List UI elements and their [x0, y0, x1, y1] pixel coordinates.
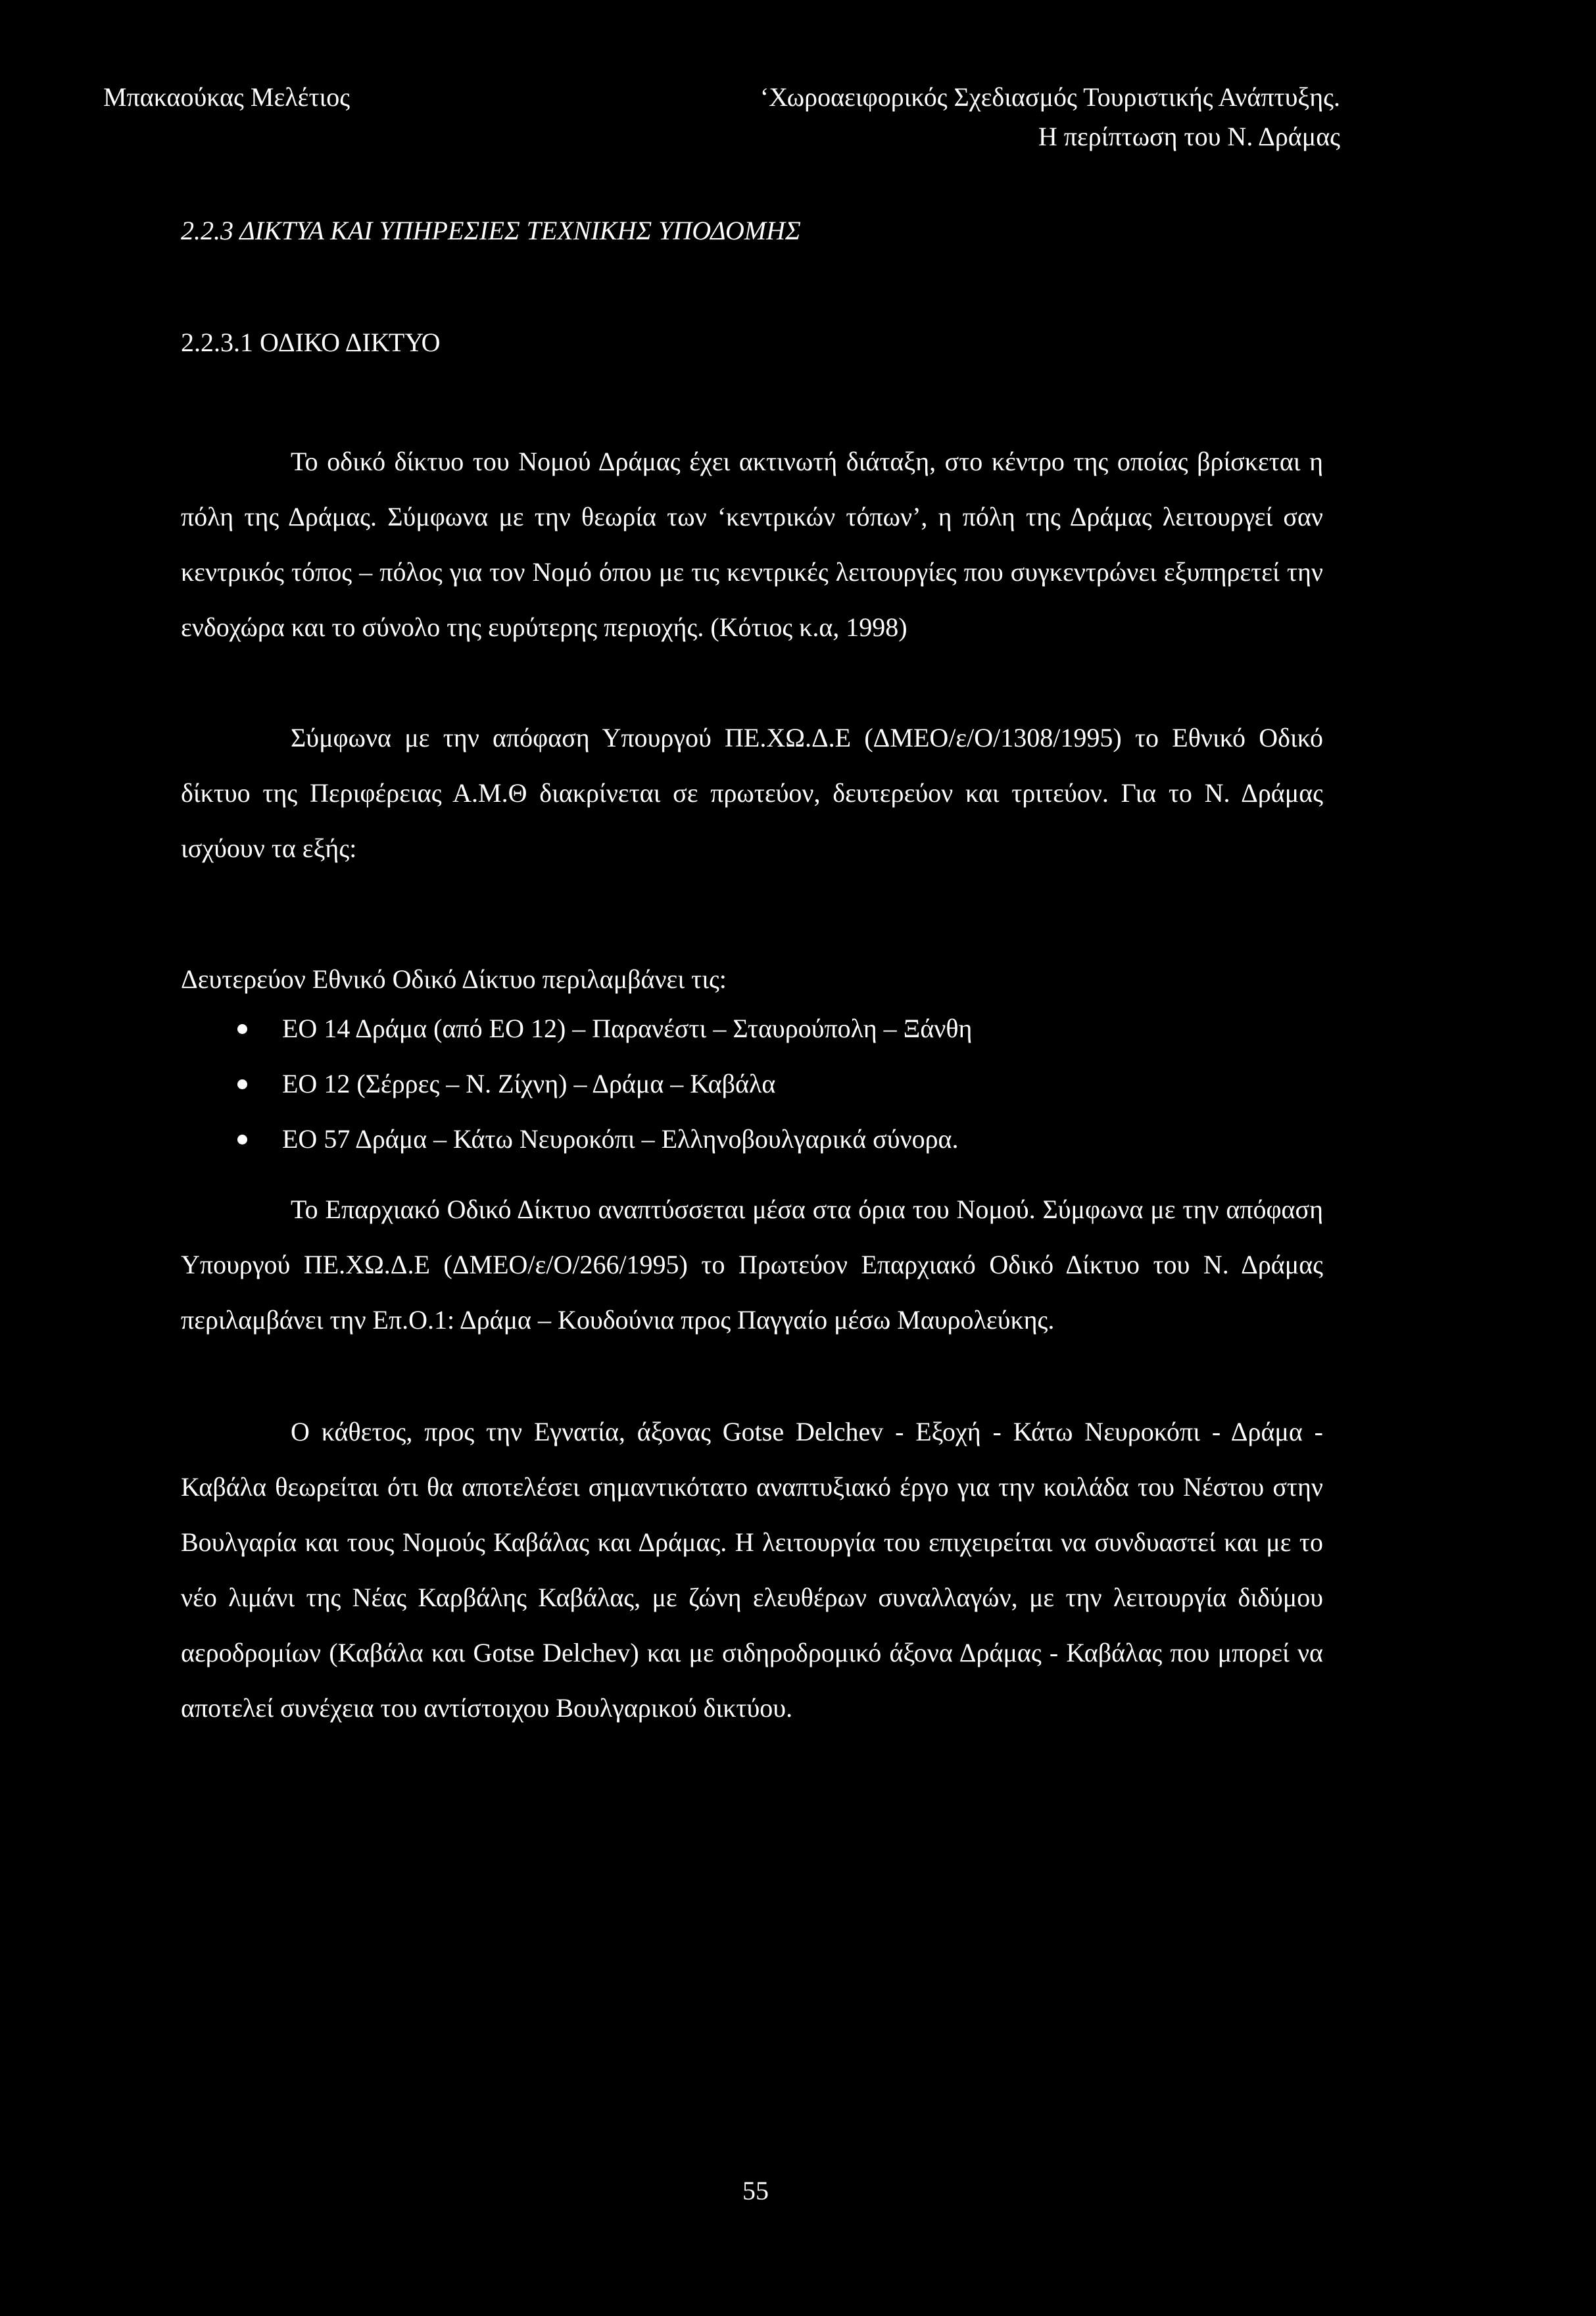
- list-item-text: ΕΟ 57 Δράμα – Κάτω Νευροκόπι – Ελληνοβουλγαρικά σύνορα.: [282, 1124, 959, 1154]
- paragraph-secondary-network-intro: [181, 952, 1323, 1007]
- page-number: 55: [742, 2176, 769, 2205]
- list-item-text: ΕΟ 14 Δράμα (από ΕΟ 12) – Παρανέστι – Σταυρούπολη – Ξάνθη: [282, 1014, 973, 1043]
- paragraph-vertical-axis: [181, 1404, 1323, 1736]
- paragraph-text: Το οδικό δίκτυο του Νομού Δράμας έχει ακτινωτή διάταξη, στο κέντρο της οποίας βρίσκεται η πόλη της Δράμας. Σύμφωνα με την θεωρία των ‘κεντρικών τόπων’, η πόλη της Δράμας λειτουργεί σαν κεντρικός τόπος – πόλος για τον Νομό όπου με τις κεντρικές λειτουργίες που συγκεντρώνει εξυπηρετεί την ενδοχώρα και το σύνολο της ευρύτερης περιοχής. (Κότιος κ.α, 1998): [181, 447, 1323, 642]
- paragraph-provincial-road-network: [181, 1182, 1323, 1348]
- paragraph-text: Σύμφωνα με την απόφαση Υπουργού ΠΕ.ΧΩ.Δ.Ε (ΔΜΕΟ/ε/Ο/1308/1995) το Εθνικό Οδικό δίκτυο της Περιφέρειας Α.Μ.Θ διακρίνεται σε πρωτεύον, δευτερεύον και τριτεύον. Για το Ν. Δράμας ισχύουν τα εξής:: [181, 723, 1323, 863]
- paragraph-national-road-classification: [181, 710, 1323, 876]
- paragraph-text: Το Επαρχιακό Οδικό Δίκτυο αναπτύσσεται μέσα στα όρια του Νομού. Σύμφωνα με την απόφαση Υπουργού ΠΕ.ΧΩ.Δ.Ε (ΔΜΕΟ/ε/Ο/266/1995) το Πρωτεύον Επαρχιακό Οδικό Δίκτυο του Ν. Δράμας περιλαμβάνει την Επ.Ο.1: Δράμα – Κουδούνια προς Παγγαίο μέσω Μαυρολεύκης.: [181, 1195, 1323, 1335]
- list-item: [181, 1056, 1323, 1112]
- list-item-text: ΕΟ 12 (Σέρρες – Ν. Ζίχνη) – Δράμα – Καβάλα: [282, 1069, 776, 1098]
- secondary-roads-list: [181, 1001, 1323, 1167]
- header-title-line2: Η περίπτωση του Ν. Δράμας: [1038, 122, 1340, 151]
- bullet-icon: [237, 1024, 247, 1034]
- subsection-title: 2.2.3.1 ΟΔΙΚΟ ΔΙΚΤΥΟ: [181, 328, 441, 357]
- header-title-line1: ‘Χωροαειφορικός Σχεδιασμός Τουριστικής Ανάπτυξης.: [760, 82, 1340, 112]
- header-title: [760, 78, 1340, 157]
- bullet-icon: [237, 1079, 247, 1089]
- paragraph-road-network-layout: [181, 434, 1323, 655]
- list-item: [181, 1001, 1323, 1056]
- section-title: 2.2.3 ΔΙΚΤΥΑ ΚΑΙ ΥΠΗΡΕΣΙΕΣ ΤΕΧΝΙΚΗΣ ΥΠΟΔΟΜΗΣ: [181, 216, 801, 245]
- header-author: Μπακαούκας Μελέτιος: [103, 82, 351, 112]
- list-item: [181, 1112, 1323, 1167]
- paragraph-text: Ο κάθετος, προς την Εγνατία, άξονας Gotse Delchev - Εξοχή - Κάτω Νευροκόπι - Δράμα - Καβάλα θεωρείται ότι θα αποτελέσει σημαντικότατο αναπτυξιακό έργο για την κοιλάδα του Νέστου στην Βουλγαρία και τους Νομούς Καβάλας και Δράμας. Η λειτουργία του επιχειρείται να συνδυαστεί και με το νέο λιμάνι της Νέας Καρβάλης Καβάλας, με ζώνη ελευθέρων συναλλαγών, με την λειτουργία διδύμου αεροδρομίων (Καβάλα και Gotse Delchev) και με σιδηροδρομικό άξονα Δράμας - Καβάλας που μπορεί να αποτελεί συνέχεια του αντίστοιχου Βουλγαρικού δικτύου.: [181, 1417, 1323, 1723]
- bullet-icon: [237, 1135, 247, 1145]
- paragraph-text: Δευτερεύον Εθνικό Οδικό Δίκτυο περιλαμβάνει τις:: [181, 964, 727, 994]
